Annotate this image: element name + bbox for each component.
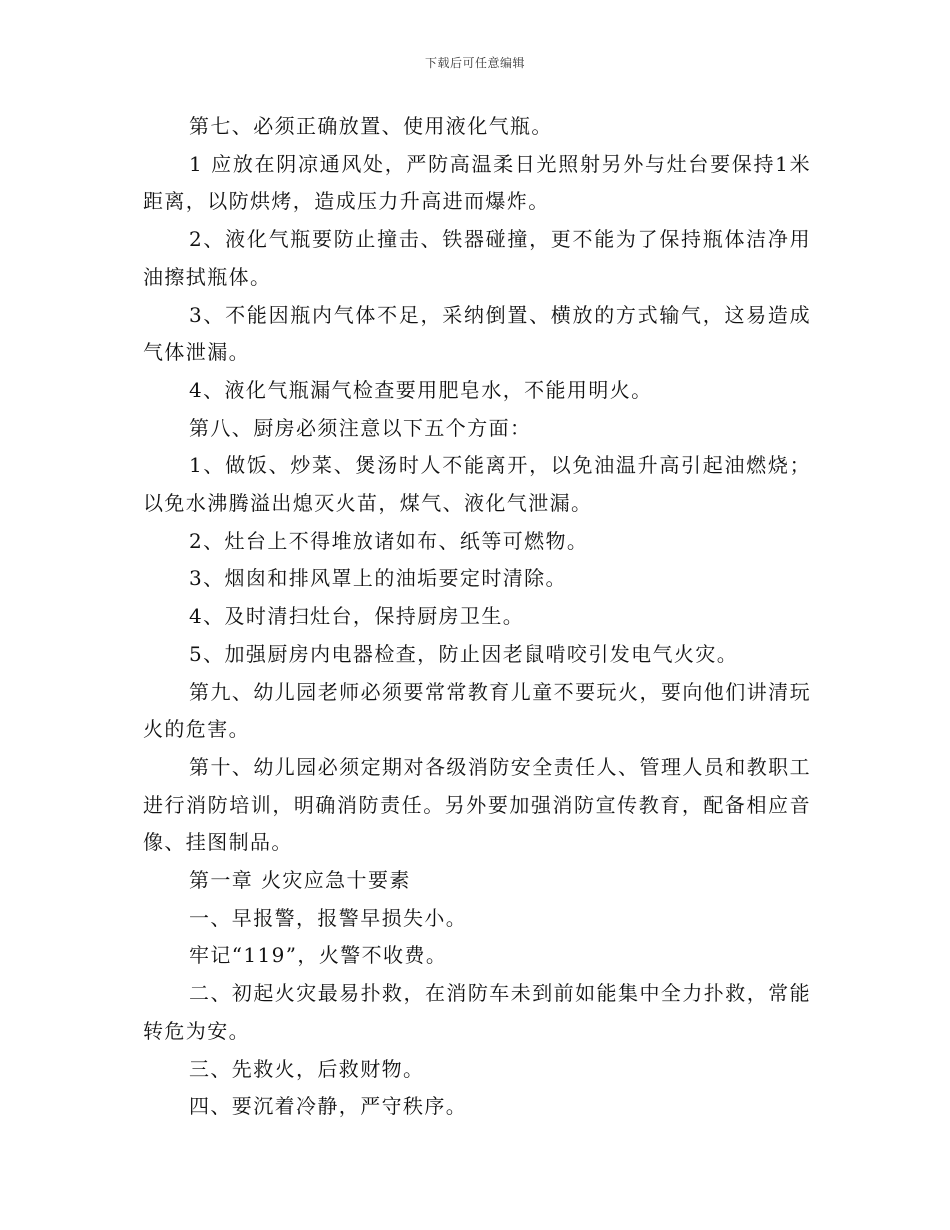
paragraph: 3、不能因瓶内气体不足，采纳倒置、横放的方式输气，这易造成气体泄漏。 — [143, 302, 811, 365]
paragraph: 5、加强厨房内电器检查，防止因老鼠啃咬引发电气火灾。 — [189, 641, 739, 666]
paragraph: 2、液化气瓶要防止撞击、铁器碰撞，更不能为了保持瓶体洁净用油擦拭瓶体。 — [143, 227, 811, 289]
page-header-note: 下载后可任意编辑 — [424, 56, 525, 70]
paragraph: 二、初起火灾最易扑救，在消防车未到前如能集中全力扑救，常能转危为安。 — [143, 981, 811, 1043]
paragraph: 3、烟囱和排风罩上的油垢要定时清除。 — [189, 566, 567, 591]
paragraph: 第十、幼儿园必须定期对各级消防安全责任人、管理人员和教职工进行消防培训，明确消防责任。另外要加强消防宣传教育，配备相应音像、挂图制品。 — [143, 754, 811, 855]
paragraph: 四、要沉着冷静，严守秩序。 — [189, 1094, 468, 1119]
chapter-heading: 第一章 火灾应急十要素 — [189, 868, 411, 893]
paragraph: 4、液化气瓶漏气检查要用肥皂水，不能用明火。 — [189, 377, 653, 402]
paragraph: 1、做饭、炒菜、煲汤时人不能离开，以免油温升高引起油燃烧；以免水沸腾溢出熄灭火苗，煤气、液化气泄漏。 — [143, 453, 811, 516]
paragraph: 牢记“119”，火警不收费。 — [189, 943, 448, 968]
paragraph: 三、先救火，后救财物。 — [189, 1056, 425, 1081]
document-body — [143, 108, 811, 1126]
paragraph: 2、灶台上不得堆放诸如布、纸等可燃物。 — [189, 528, 589, 553]
paragraph: 一、早报警，报警早损失小。 — [189, 905, 468, 930]
paragraph: 第七、必须正确放置、使用液化气瓶。 — [189, 114, 553, 138]
paragraph: 第九、幼儿园老师必须要常常教育儿童不要玩火，要向他们讲清玩火的危害。 — [143, 679, 811, 742]
paragraph: 第八、厨房必须注意以下五个方面： — [189, 415, 532, 440]
paragraph: 4、及时清扫灶台，保持厨房卫生。 — [189, 604, 525, 629]
paragraph: 1 应放在阴凉通风处，严防高温柔日光照射另外与灶台要保持1米距离，以防烘烤，造成压力升高进而爆炸。 — [143, 151, 811, 214]
